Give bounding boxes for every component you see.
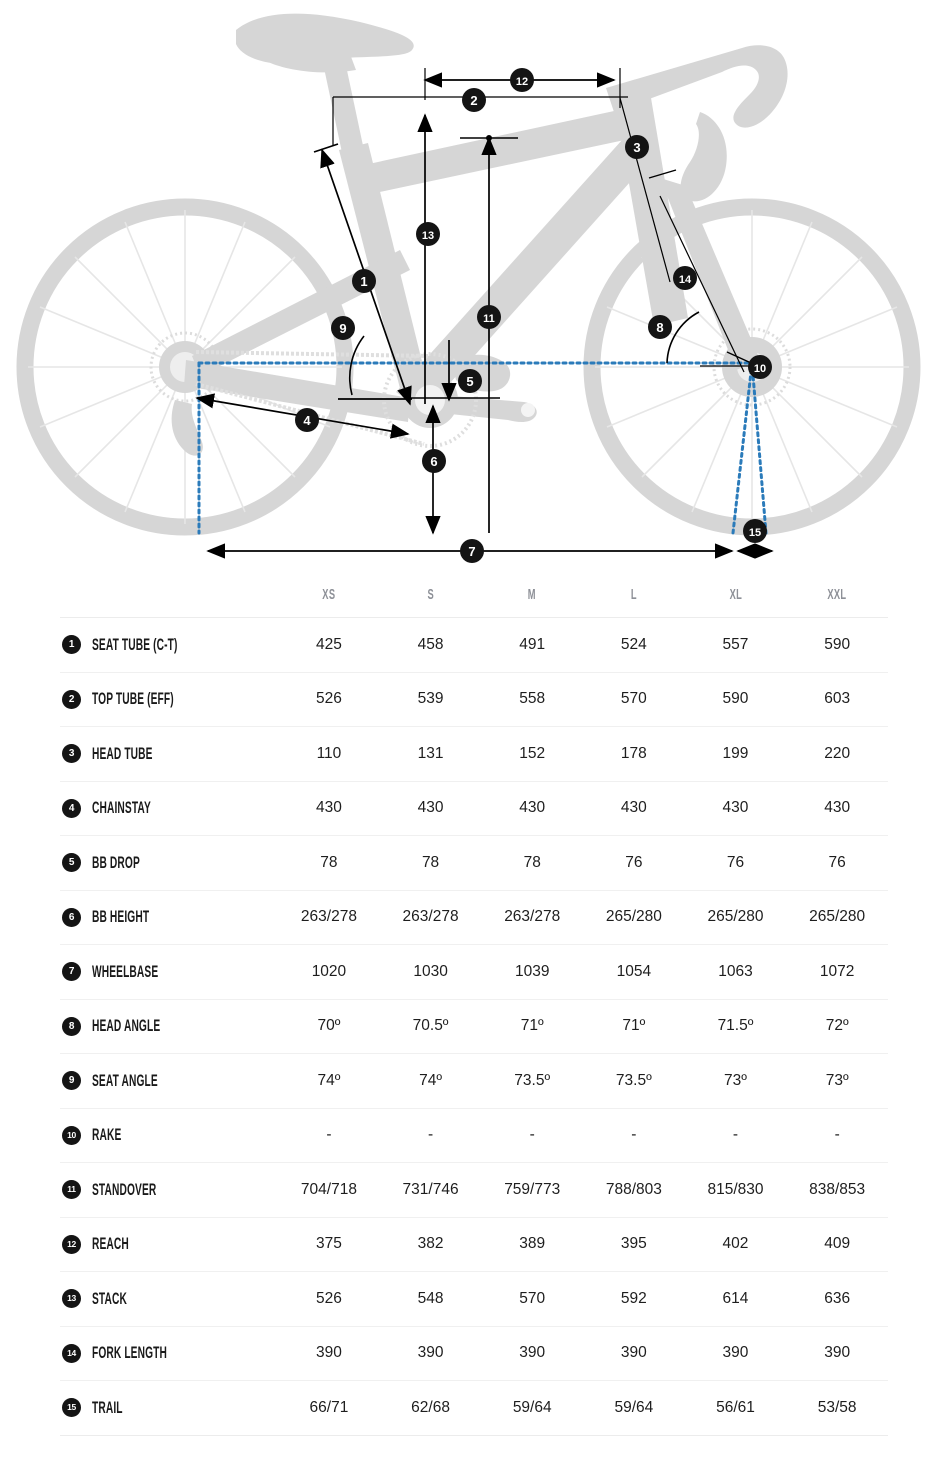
callout-5: [458, 369, 482, 393]
callout-1: [352, 269, 376, 293]
row-number-badge: 7: [62, 962, 81, 981]
row-label-cell: [60, 836, 278, 891]
value-cell: 74º: [278, 1054, 380, 1109]
row-number-badge: 10: [62, 1126, 81, 1145]
value-cell: 131: [380, 727, 482, 782]
row-label-cell: [60, 1272, 278, 1327]
value-cell: 70.5º: [380, 999, 482, 1054]
value-cell: 76: [583, 836, 685, 891]
header-size-xl: XL: [704, 578, 767, 618]
row-label-cell: [60, 1217, 278, 1272]
value-cell: 66/71: [278, 1381, 380, 1436]
row-number-badge: 9: [62, 1071, 81, 1090]
svg-text:13: 13: [421, 230, 435, 242]
value-cell: -: [685, 1108, 787, 1163]
value-cell: 458: [380, 618, 482, 673]
value-cell: 524: [583, 618, 685, 673]
value-cell: 178: [583, 727, 685, 782]
value-cell: 220: [786, 727, 888, 782]
svg-text:5: 5: [466, 374, 474, 389]
table-row: [60, 781, 888, 836]
value-cell: 590: [786, 618, 888, 673]
value-cell: 390: [583, 1326, 685, 1381]
value-cell: -: [786, 1108, 888, 1163]
value-cell: 56/61: [685, 1381, 787, 1436]
header-label-column: [60, 578, 278, 618]
value-cell: 570: [583, 672, 685, 727]
value-cell: 395: [583, 1217, 685, 1272]
row-label-text: STACK: [92, 1288, 127, 1308]
value-cell: 548: [380, 1272, 482, 1327]
table-row: [60, 1326, 888, 1381]
value-cell: 265/280: [583, 890, 685, 945]
value-cell: 430: [481, 781, 583, 836]
callout-9: [331, 316, 355, 340]
row-label-text: FORK LENGTH: [92, 1343, 167, 1363]
value-cell: 636: [786, 1272, 888, 1327]
table-row: [60, 999, 888, 1054]
svg-text:3: 3: [633, 140, 641, 155]
value-cell: 1030: [380, 945, 482, 1000]
value-cell: 76: [786, 836, 888, 891]
table-row: [60, 945, 888, 1000]
value-cell: 430: [278, 781, 380, 836]
value-cell: 838/853: [786, 1163, 888, 1218]
row-label-text: SEAT TUBE (C-T): [92, 634, 178, 654]
value-cell: 526: [278, 1272, 380, 1327]
value-cell: 110: [278, 727, 380, 782]
value-cell: 263/278: [278, 890, 380, 945]
callout-12: [510, 68, 534, 92]
value-cell: 389: [481, 1217, 583, 1272]
value-cell: 62/68: [380, 1381, 482, 1436]
header-size-l: L: [602, 578, 665, 618]
table-row: [60, 672, 888, 727]
value-cell: 71º: [481, 999, 583, 1054]
svg-text:15: 15: [748, 527, 762, 539]
callout-8: [648, 315, 672, 339]
row-label-text: CHAINSTAY: [92, 798, 151, 818]
table-header-row: [60, 578, 888, 618]
value-cell: 70º: [278, 999, 380, 1054]
svg-text:6: 6: [430, 454, 438, 469]
row-label-text: BB HEIGHT: [92, 907, 150, 927]
value-cell: 557: [685, 618, 787, 673]
value-cell: -: [278, 1108, 380, 1163]
value-cell: 59/64: [583, 1381, 685, 1436]
value-cell: 78: [278, 836, 380, 891]
value-cell: 1072: [786, 945, 888, 1000]
row-number-badge: 13: [62, 1289, 81, 1308]
row-label-text: SEAT ANGLE: [92, 1070, 158, 1090]
row-label-cell: [60, 945, 278, 1000]
row-number-badge: 14: [62, 1344, 81, 1363]
table-row: [60, 836, 888, 891]
row-number-badge: 15: [62, 1398, 81, 1417]
row-number-badge: 8: [62, 1017, 81, 1036]
row-label-text: WHEELBASE: [92, 961, 159, 981]
value-cell: 430: [685, 781, 787, 836]
header-size-xxl: XXL: [806, 578, 869, 618]
svg-text:14: 14: [678, 274, 692, 286]
value-cell: 375: [278, 1217, 380, 1272]
callout-11: [477, 305, 501, 329]
row-label-text: HEAD ANGLE: [92, 1016, 161, 1036]
value-cell: 526: [278, 672, 380, 727]
svg-text:12: 12: [515, 76, 529, 88]
value-cell: 570: [481, 1272, 583, 1327]
value-cell: -: [380, 1108, 482, 1163]
row-label-cell: [60, 999, 278, 1054]
value-cell: 263/278: [380, 890, 482, 945]
row-label-cell: [60, 1054, 278, 1109]
value-cell: 614: [685, 1272, 787, 1327]
callout-10: [748, 355, 772, 379]
value-cell: 73.5º: [583, 1054, 685, 1109]
value-cell: 590: [685, 672, 787, 727]
value-cell: 1063: [685, 945, 787, 1000]
row-number-badge: 12: [62, 1235, 81, 1254]
svg-text:2: 2: [470, 93, 478, 108]
geometry-table-wrapper: [60, 578, 888, 1436]
callout-13: [416, 222, 440, 246]
row-label-text: RAKE: [92, 1125, 122, 1145]
row-label-cell: [60, 781, 278, 836]
table-row: [60, 1108, 888, 1163]
value-cell: 558: [481, 672, 583, 727]
callout-3: [625, 135, 649, 159]
callout-7: [460, 539, 484, 563]
callout-14: [673, 266, 697, 290]
svg-text:10: 10: [753, 363, 767, 375]
value-cell: 390: [481, 1326, 583, 1381]
value-cell: 425: [278, 618, 380, 673]
row-label-cell: [60, 1108, 278, 1163]
header-size-s: S: [399, 578, 462, 618]
table-header: [60, 578, 888, 618]
value-cell: 430: [786, 781, 888, 836]
table-row: [60, 1217, 888, 1272]
value-cell: 72º: [786, 999, 888, 1054]
row-label-cell: [60, 1326, 278, 1381]
value-cell: 382: [380, 1217, 482, 1272]
value-cell: 199: [685, 727, 787, 782]
row-label-text: TOP TUBE (EFF): [92, 689, 174, 709]
table-row: [60, 1272, 888, 1327]
bike-geometry-diagram: [0, 0, 948, 575]
row-number-badge: 1: [62, 635, 81, 654]
value-cell: 430: [583, 781, 685, 836]
row-label-cell: [60, 727, 278, 782]
value-cell: 53/58: [786, 1381, 888, 1436]
value-cell: 491: [481, 618, 583, 673]
row-label-cell: [60, 1163, 278, 1218]
row-number-badge: 6: [62, 908, 81, 927]
table-row: [60, 618, 888, 673]
geometry-table: [60, 578, 888, 1436]
value-cell: 73.5º: [481, 1054, 583, 1109]
value-cell: 74º: [380, 1054, 482, 1109]
table-row: [60, 727, 888, 782]
value-cell: 603: [786, 672, 888, 727]
row-label-text: STANDOVER: [92, 1179, 157, 1199]
value-cell: 390: [786, 1326, 888, 1381]
value-cell: 402: [685, 1217, 787, 1272]
table-row: [60, 890, 888, 945]
value-cell: 78: [481, 836, 583, 891]
row-number-badge: 3: [62, 744, 81, 763]
row-label-text: HEAD TUBE: [92, 743, 153, 763]
value-cell: 265/280: [786, 890, 888, 945]
row-number-badge: 4: [62, 799, 81, 818]
row-number-badge: 5: [62, 853, 81, 872]
row-number-badge: 11: [62, 1180, 81, 1199]
value-cell: 704/718: [278, 1163, 380, 1218]
value-cell: 73º: [786, 1054, 888, 1109]
callout-2: [462, 88, 486, 112]
value-cell: 152: [481, 727, 583, 782]
value-cell: 390: [278, 1326, 380, 1381]
value-cell: 390: [685, 1326, 787, 1381]
table-row: [60, 1381, 888, 1436]
svg-text:7: 7: [468, 544, 476, 559]
row-label-cell: [60, 1381, 278, 1436]
value-cell: 78: [380, 836, 482, 891]
row-label-cell: [60, 618, 278, 673]
value-cell: 409: [786, 1217, 888, 1272]
value-cell: 265/280: [685, 890, 787, 945]
svg-text:4: 4: [303, 413, 311, 428]
row-label-cell: [60, 672, 278, 727]
value-cell: 1020: [278, 945, 380, 1000]
row-label-text: BB DROP: [92, 852, 140, 872]
row-number-badge: 2: [62, 690, 81, 709]
value-cell: 731/746: [380, 1163, 482, 1218]
svg-text:8: 8: [656, 320, 664, 335]
value-cell: 815/830: [685, 1163, 787, 1218]
value-cell: 759/773: [481, 1163, 583, 1218]
value-cell: 59/64: [481, 1381, 583, 1436]
header-size-m: M: [501, 578, 564, 618]
callout-4: [295, 408, 319, 432]
row-label-text: REACH: [92, 1234, 129, 1254]
row-label-cell: [60, 890, 278, 945]
value-cell: 592: [583, 1272, 685, 1327]
value-cell: 71º: [583, 999, 685, 1054]
table-row: [60, 1163, 888, 1218]
value-cell: 1039: [481, 945, 583, 1000]
svg-text:9: 9: [339, 321, 347, 336]
table-body: [60, 618, 888, 1436]
value-cell: 76: [685, 836, 787, 891]
svg-text:11: 11: [483, 313, 495, 325]
value-cell: 71.5º: [685, 999, 787, 1054]
callout-6: [422, 449, 446, 473]
value-cell: 539: [380, 672, 482, 727]
value-cell: 390: [380, 1326, 482, 1381]
svg-text:1: 1: [360, 274, 368, 289]
row-label-text: TRAIL: [92, 1397, 123, 1417]
value-cell: 788/803: [583, 1163, 685, 1218]
value-cell: 1054: [583, 945, 685, 1000]
value-cell: -: [583, 1108, 685, 1163]
value-cell: 263/278: [481, 890, 583, 945]
value-cell: 73º: [685, 1054, 787, 1109]
callout-15: [743, 519, 767, 543]
header-size-xs: XS: [297, 578, 360, 618]
table-row: [60, 1054, 888, 1109]
value-cell: 430: [380, 781, 482, 836]
value-cell: -: [481, 1108, 583, 1163]
